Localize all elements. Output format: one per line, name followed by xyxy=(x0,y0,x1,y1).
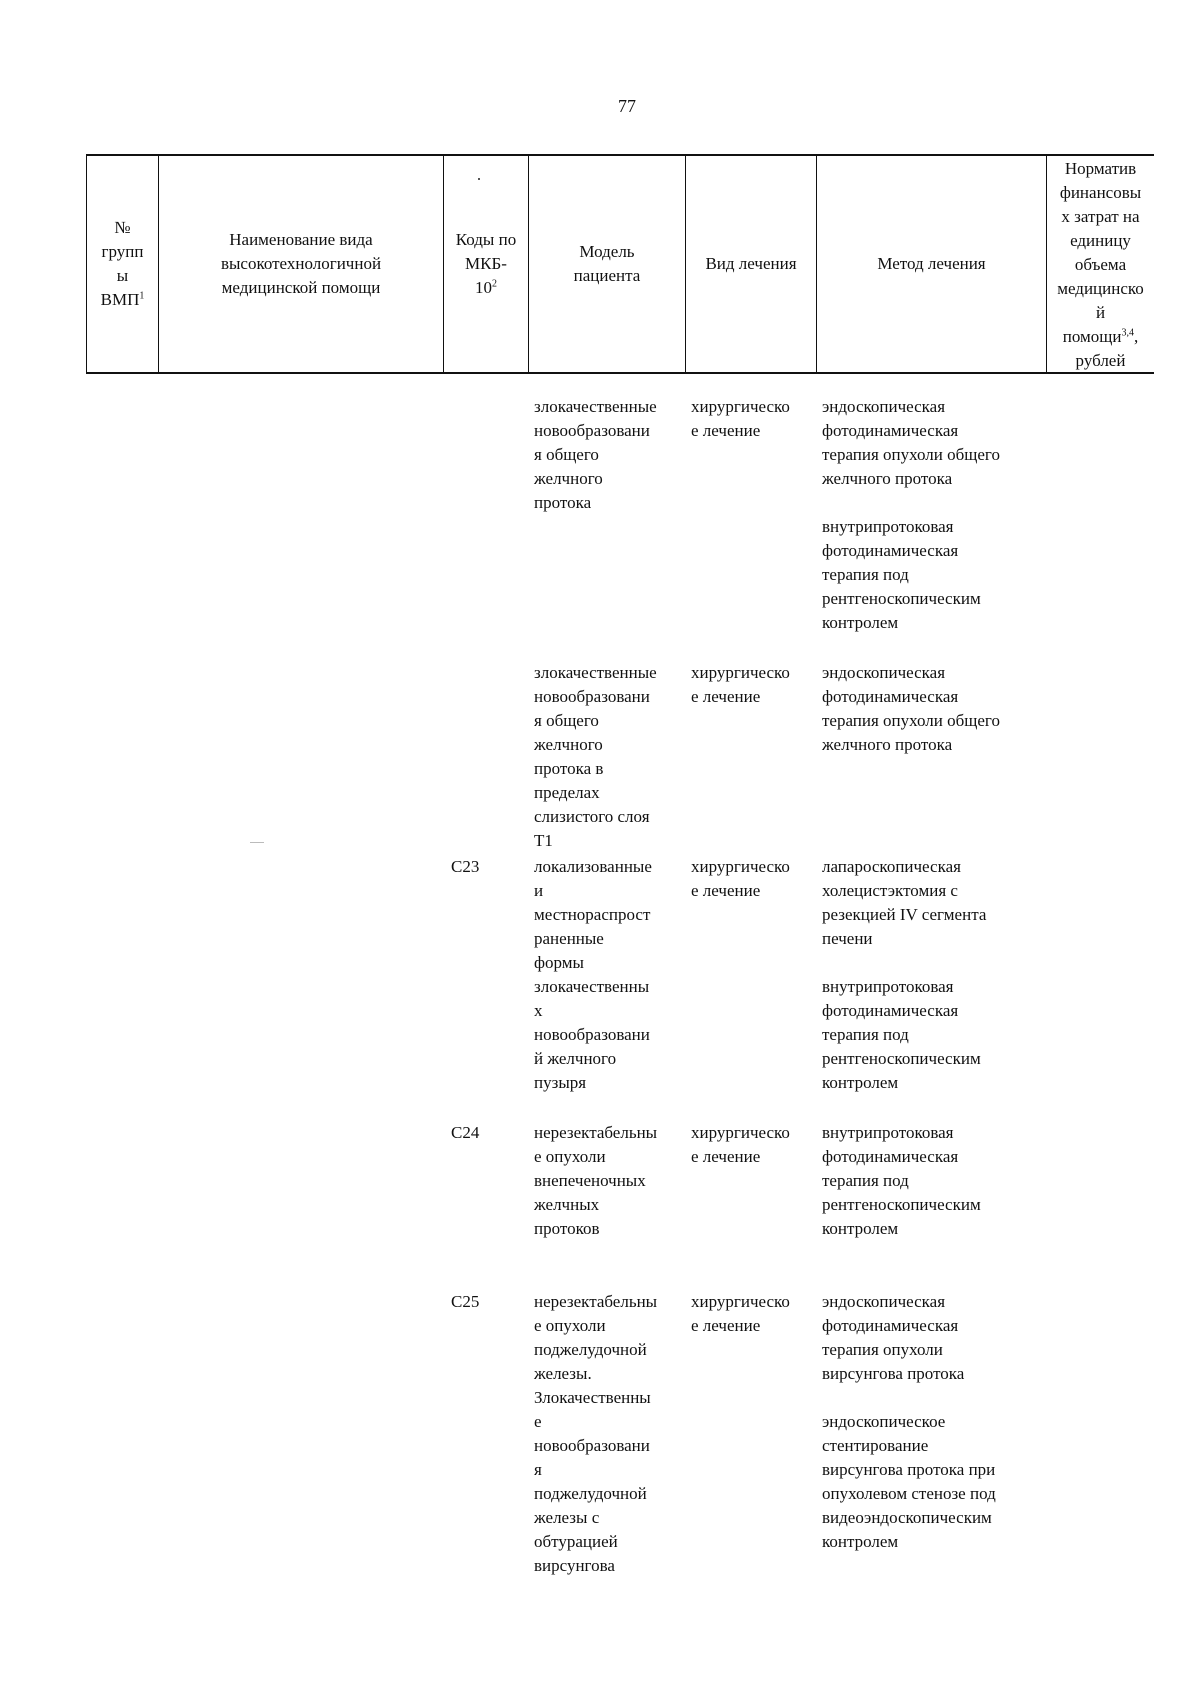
header-norm-line: помощи xyxy=(1062,327,1122,346)
header-norm-line: медицинско xyxy=(1057,279,1144,298)
method-item: эндоскопическая фотодинамическая терапия опухоли общего желчного протока xyxy=(822,663,1000,754)
row-icd-code: C23 xyxy=(451,857,480,876)
method-item: лапароскопическая холецистэктомия с резекцией IV сегмента печени xyxy=(822,857,987,948)
header-type-label: Вид лечения xyxy=(705,254,797,273)
method-item: эндоскопическая фотодинамическая терапия опухоли вирсунгова протока xyxy=(822,1292,965,1383)
header-name-line: Наименование вида xyxy=(229,230,373,249)
header-norm-line: объема xyxy=(1074,255,1127,274)
header-norm-line: й xyxy=(1095,303,1106,322)
scan-mark xyxy=(250,842,264,843)
row-treatment-method xyxy=(822,855,1042,1095)
row-treatment-type: хирургическо е лечение xyxy=(691,857,790,900)
header-group-line: ы xyxy=(116,266,129,285)
header-treatment-type xyxy=(686,155,816,373)
row-treatment-method xyxy=(822,661,1042,757)
method-item: внутрипротоковая фотодинамическая терапия под рентгеноскопическим контролем xyxy=(822,977,981,1092)
footnote-ref: 3,4 xyxy=(1121,327,1134,339)
row-treatment-type: хирургическо е лечение xyxy=(691,1123,790,1166)
row-treatment-type: хирургическо е лечение xyxy=(691,663,790,706)
method-item: внутрипротоковая фотодинамическая терапия под рентгеноскопическим контролем xyxy=(822,1123,981,1238)
header-norm-line: х затрат на xyxy=(1061,207,1140,226)
header-codes-line: Коды по xyxy=(455,230,517,249)
header-name xyxy=(159,155,443,373)
footnote-ref: 2 xyxy=(491,278,497,290)
header-model-line: пациента xyxy=(573,266,641,285)
row-treatment-method xyxy=(822,395,1042,635)
header-group-line: № xyxy=(114,218,131,237)
header-model-line: Модель xyxy=(579,242,635,261)
header-codes-line: 10 xyxy=(474,278,492,297)
footnote-ref: 1 xyxy=(139,290,145,302)
method-item: эндоскопическая фотодинамическая терапия опухоли общего желчного протока xyxy=(822,397,1000,488)
header-norm-line: финансовы xyxy=(1059,183,1142,202)
header-group-line: ВМП xyxy=(100,290,140,309)
header-norm-line: Норматив xyxy=(1064,159,1137,178)
row-patient-model: злокачественные новообразовани я общего желчного протока xyxy=(534,397,657,512)
row-patient-model: злокачественные новообразовани я общего желчного протока в пределах слизистого слоя T1 xyxy=(534,663,657,850)
row-treatment-type: хирургическо е лечение xyxy=(691,1292,790,1335)
header-norm-line: рублей xyxy=(1075,351,1126,370)
header-method-label: Метод лечения xyxy=(877,254,986,273)
row-patient-model: локализованные и местнораспрост раненные формы злокачественны х новообразовани й желчного пузыря xyxy=(534,857,652,1092)
header-norm-line: единицу xyxy=(1070,231,1131,250)
row-patient-model: нерезектабельны е опухоли внепеченочных желчных протоков xyxy=(534,1123,658,1238)
row-treatment-method xyxy=(822,1290,1042,1554)
header-norm-comma: , xyxy=(1133,327,1139,346)
header-name-line: медицинской помощи xyxy=(221,278,381,297)
row-icd-code: C25 xyxy=(451,1292,480,1311)
header-cost-norm xyxy=(1047,155,1154,373)
header-treatment-method xyxy=(817,155,1046,373)
row-treatment-type: хирургическо е лечение xyxy=(691,397,790,440)
header-name-line: высокотехнологичной xyxy=(220,254,382,273)
method-item: внутрипротоковая фотодинамическая терапия под рентгеноскопическим контролем xyxy=(822,517,981,632)
header-icd-codes xyxy=(444,155,528,373)
row-icd-code: C24 xyxy=(451,1123,480,1142)
header-patient-model xyxy=(529,155,685,373)
page-number: 77 xyxy=(618,96,636,116)
header-codes-line: МКБ- xyxy=(465,254,507,273)
row-patient-model: нерезектабельны е опухоли поджелудочной железы. Злокачественны е новообразовани я поджелудочной железы с обтурацией вирсунгова xyxy=(534,1292,658,1575)
header-group-line: групп xyxy=(101,242,144,261)
row-treatment-method xyxy=(822,1121,1042,1241)
method-item: эндоскопическое стентирование вирсунгова протока при опухолевом стенозе под видеоэндоскопическим контролем xyxy=(822,1412,996,1551)
header-group-number xyxy=(87,155,158,373)
